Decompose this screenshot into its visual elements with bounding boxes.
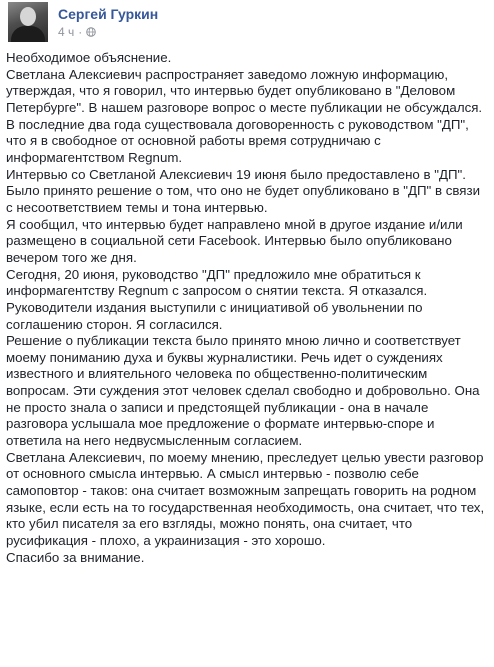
post-timestamp-link[interactable]: 4 ч xyxy=(58,25,75,39)
separator-dot: · xyxy=(78,25,83,39)
avatar-head xyxy=(20,7,36,26)
post-meta xyxy=(58,25,96,39)
post-paragraph: Интервью со Светланой Алексиевич 19 июня было предоставлено в "ДП". Было принято решение о том, что оно не будет опубликовано в "ДП" в связи с несоответствием темы и тона интервью. xyxy=(6,166,480,215)
post-paragraph: Сегодня, 20 июня, руководство "ДП" предложило мне обратиться к информагентству Regnum с запросом о снятии текста. Я отказался. Руководители издания выступили с инициативой об увольнении по соглашению сторон. Я согласился. xyxy=(6,266,428,332)
post-paragraph: Светлана Алексиевич распространяет заведомо ложную информацию, утверждая, что я говорил, что интервью будет опубликовано в "Деловом Петербурге". В нашем разговоре вопрос о месте публикации не обсуждался. xyxy=(6,66,483,115)
globe-icon[interactable] xyxy=(86,27,96,37)
author-avatar[interactable] xyxy=(8,2,48,42)
post-header xyxy=(4,0,488,50)
post-paragraph: Светлана Алексиевич, по моему мнению, преследует целью увести разговор от основного смысла интервью. А смысл интервью - позволю себе самоповтор - таков: она считает возможным запрещать говорить на родном языке, если есть на то государственная необходимость, она считает, что тех, кто убил писателя за его взгляды, можно понять, она считает, что русификация - плохо, а украинизация - это хорошо. xyxy=(6,449,485,549)
post-paragraph: Решение о публикации текста было принято мною лично и соответствует моему пониманию духа и буквы журналистики. Речь идет о суждениях известного и влиятельного человека по общественно-политическим вопросам. Эти суждения этот человек сделал свободно и добровольно. Она не просто знала о записи и предстоящей публикации - она в начале разговора услышала мое предложение о формате интервью-споре и ответила на него недвусмысленным согласием. xyxy=(6,333,480,449)
post-paragraph: В последние два года существовала договоренность с руководством "ДП", что я в свободное от основной работы время сотрудничаю с информагентством Regnum. xyxy=(6,116,469,165)
post-body xyxy=(4,50,488,566)
post-paragraph: Я сообщил, что интервью будет направлено мной в другое издание и/или размещено в социальной сети Facebook. Интервью было опубликовано вечером того же дня. xyxy=(6,216,463,265)
avatar-shoulders xyxy=(11,26,45,42)
post-paragraph: Спасибо за внимание. xyxy=(6,549,145,565)
author-name-link[interactable]: Сергей Гуркин xyxy=(58,6,159,22)
post-paragraph: Необходимое объяснение. xyxy=(6,50,172,65)
